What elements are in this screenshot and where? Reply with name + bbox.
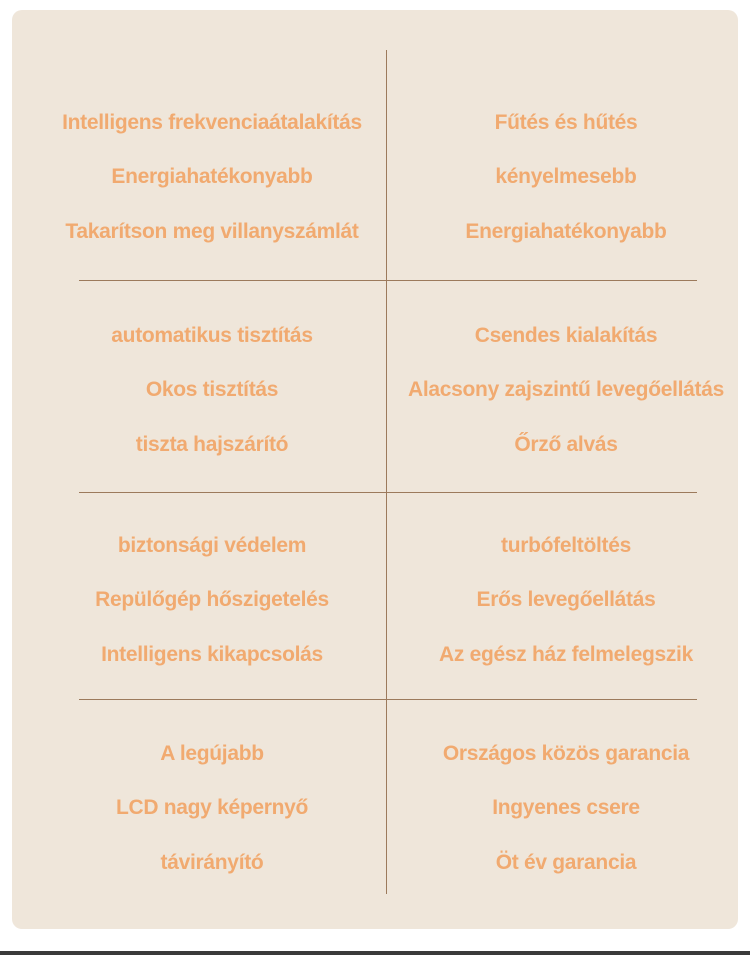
feature-text: Az egész ház felmelegszik [439, 643, 693, 666]
bottom-edge [0, 951, 750, 955]
feature-text: Repülőgép hőszigetelés [95, 588, 329, 611]
feature-text: kényelmesebb [495, 165, 637, 188]
horizontal-divider [79, 699, 697, 700]
feature-text: Okos tisztítás [145, 378, 279, 401]
feature-text: Csendes kialakítás [474, 324, 658, 347]
feature-text: Intelligens kikapcsolás [101, 643, 323, 666]
feature-text: turbófeltöltés [501, 534, 631, 557]
feature-text: Intelligens frekvenciaátalakítás [62, 111, 362, 134]
feature-text: biztonsági védelem [117, 534, 307, 557]
feature-text: Ingyenes csere [492, 796, 640, 819]
horizontal-divider [79, 492, 697, 493]
feature-text: A legújabb [160, 742, 264, 765]
feature-text: távirányító [160, 851, 264, 874]
feature-text: LCD nagy képernyő [115, 796, 309, 819]
feature-card [12, 10, 738, 929]
feature-text: Energiahatékonyabb [465, 220, 667, 243]
feature-text: automatikus tisztítás [111, 324, 313, 347]
feature-text: Erős levegőellátás [476, 588, 656, 611]
feature-text: Energiahatékonyabb [111, 165, 313, 188]
feature-text: Országos közös garancia [442, 742, 690, 765]
feature-text: Öt év garancia [495, 851, 637, 874]
feature-text: Fűtés és hűtés [494, 111, 638, 134]
horizontal-divider [79, 280, 697, 281]
feature-text: Őrző alvás [514, 433, 618, 456]
feature-text: Takarítson meg villanyszámlát [65, 220, 359, 243]
feature-text: Alacsony zajszintű levegőellátás [407, 378, 725, 401]
feature-text: tiszta hajszárító [135, 433, 289, 456]
